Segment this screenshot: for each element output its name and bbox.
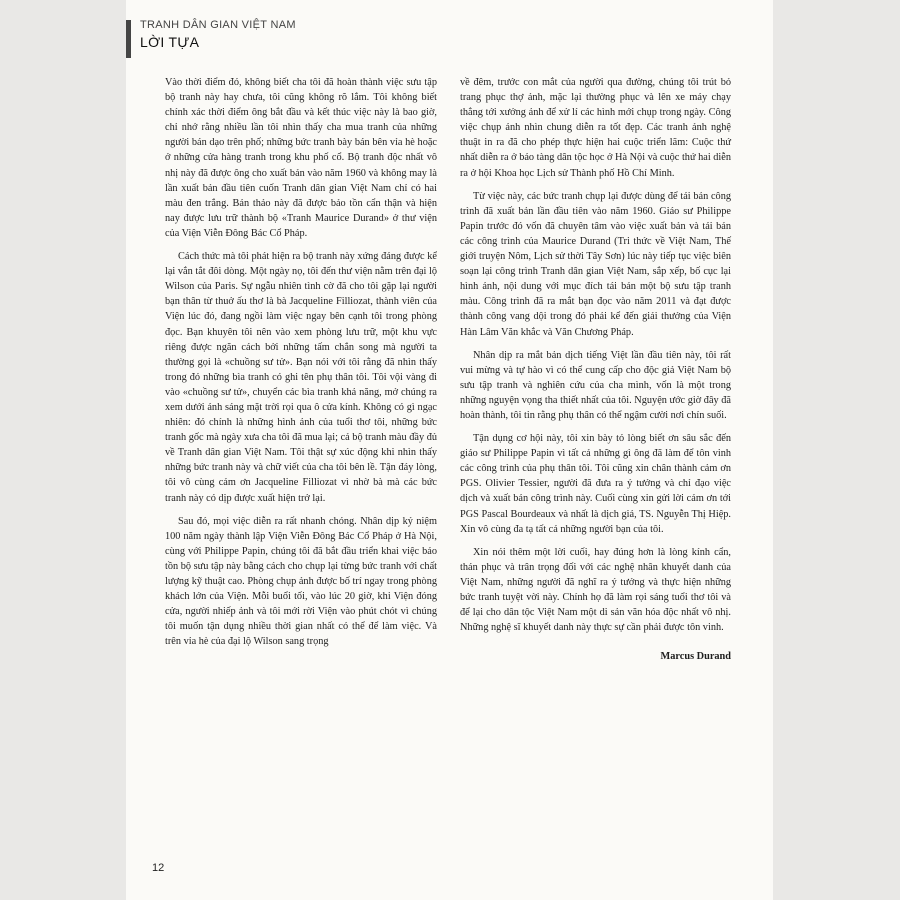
paragraph: Cách thức mà tôi phát hiện ra bộ tranh này xứng đáng được kể lại vắn tắt đôi dòng. Một ngày nọ, tôi đến thư viện nằm trên đại lộ Wilson của Paris. Sự ngẫu nhiên tình cờ đã cho tôi gặp lại người bạn thân từ thuở ấu thơ là bà Jacqueline Filliozat, thành viên của Viện lúc đó, đang ngồi làm việc ngay bên cạnh tôi trong phòng đọc. Bạn khuyên tôi nên vào xem phòng lưu trữ, một khu vực riêng được ngăn cách bởi những tấm chắn song mà người ta thường gọi là «chuồng sư tử». Bạn nói với tôi rằng đã nhìn thấy trong đó những bìa tranh có ghi tên phụ thân tôi. Tôi vội vàng đi vào «chuồng sư tử», chuyển các bìa tranh khả năng, mở chúng ra xem dưới ánh sáng mặt trời rọi qua ô cửa kính. Không có gì ngạc nhiên: đó chính là những hình ảnh của tuổi thơ tôi, những bức tranh gốc mà ngày xưa cha tôi đã mua lại; cả bộ tranh màu đầy đủ về Tranh dân gian Việt Nam. Tôi thật sự xúc động khi nhìn thấy những bức tranh này và chữ viết của cha tôi bên lề. Tận đáy lòng, tôi vô cùng cảm ơn Jacqueline Filliozat vì nhờ bà mà các bức tranh này có dịp được xuất hiện trở lại. (165, 251, 437, 504)
paragraph: Từ việc này, các bức tranh chụp lại được dùng để tái bản công trình đã xuất bản lần đầu tiên vào năm 1960. Giáo sư Philippe Papin trước đó vốn đã chuyên tâm vào việc xuất bản và tái bản các công trình của Maurice Durand (Tri thức về Việt Nam, Thế giới truyện Nôm, Lịch sử thời Tây Sơn) lúc này tiếp tục việc biên soạn lại công trình Tranh dân gian Việt Nam, sắp xếp, bố cục lại hình ảnh, nội dung với mục đích tái bản một bộ sưu tập tranh màu. Công trình đã ra mắt bạn đọc vào năm 2011 và đạt được thành công vang dội trong đó phải kể đến giải thưởng của Viện Hàn Lâm Văn khắc và Văn Chương Pháp. (460, 190, 731, 338)
paragraph: Nhân dịp ra mắt bản dịch tiếng Việt lần đầu tiên này, tôi rất vui mừng và tự hào vì có thể cung cấp cho độc giả Việt Nam bộ sưu tập tranh và nghiên cứu của cha mình, vốn là một trong những nguyện vọng tha thiết nhất của tôi. Nguyện ước giờ đây đã hoàn thành, tôi tin rằng phụ thân có thể ngậm cười nơi chín suối. (460, 349, 731, 421)
paragraph: về đêm, trước con mắt của người qua đường, chúng tôi trút bỏ trang phục thợ ảnh, mặc lại thường phục và lên xe máy chạy thẳng tới xưởng ảnh để xử lí các hình mới chụp trong ngày. Công việc chụp ảnh nhìn chung diễn ra tốt đẹp. Các tranh ảnh nghệ thuật in ra đã cho phép thực hiện hai cuộc triển lãm: Cuộc thứ nhất diễn ra ở bảo tàng dân tộc học ở Hà Nội và cuộc thứ hai diễn ra ở hội Khoa học Lịch sử Thành phố Hồ Chí Minh. (460, 77, 731, 179)
left-column (165, 75, 437, 657)
page-number: 12 (152, 862, 165, 874)
paragraph: Sau đó, mọi việc diễn ra rất nhanh chóng. Nhân dịp kỷ niệm 100 năm ngày thành lập Viện Viễn Đông Bác Cổ Pháp ở Hà Nội, cùng với Philippe Papin, chúng tôi đã bắt đầu triển khai việc bảo tồn bộ sưu tập này bằng cách cho chụp lại từng bức tranh với chất lượng kỹ thuật cao. Phòng chụp ảnh được bố trí ngay trong phòng khách lớn của Viện. Mỗi buổi tối, vào lúc 20 giờ, khi Viện đóng cửa, người nhiếp ảnh và tôi mới rời Viện vào phút chót vì chúng tôi muốn tận dụng nhiều thời gian nhất có thể để làm việc. Và trên vỉa hè của đại lộ Wilson sang trọng (165, 515, 437, 648)
paragraph: Vào thời điểm đó, không biết cha tôi đã hoàn thành việc sưu tập bộ tranh này hay chưa, tôi cũng không rõ lắm. Tôi không biết chính xác thời điểm ông bắt đầu và kết thúc việc này là bao giờ, chỉ nhớ rằng nhiều lần tôi nhìn thấy cha mua tranh của những người bán dạo trên phố; những bức tranh bày bán bên vỉa hè hoặc ở những cửa hàng tranh trong khu phố cổ. Bộ tranh độc nhất vô nhị này đã được ông cho xuất bản vào năm 1960 và không may là lần xuất bản đầu tiên cuốn Tranh dân gian Việt Nam chỉ có hai màu đen trắng. Bản thảo này đã được bảo tồn cẩn thận và hiện nay được lưu trữ thành bộ «Tranh Maurice Durand» ở thư viện của Viện Viễn Đông Bác Cổ Pháp. (165, 77, 437, 239)
book-page (126, 0, 773, 900)
section-title: LỜI TỰA (140, 34, 200, 50)
paragraph: Tận dụng cơ hội này, tôi xin bày tỏ lòng biết ơn sâu sắc đến giáo sư Philippe Papin vì tất cả những gì ông đã làm để tôn vinh các công trình của phụ thân tôi. Tôi cũng xin chân thành cảm ơn PGS. Olivier Tessier, người đã đưa ra ý tưởng và chỉ đạo việc dịch và xuất bản công trình này. Cuối cùng xin gửi lời cảm ơn tới PGS Pascal Bourdeaux và nhất là dịch giả, TS. Nguyễn Thị Hiệp. Xin vô cùng đa tạ tất cả những người bạn của tôi. (460, 433, 731, 535)
paragraph: Xin nói thêm một lời cuối, hay đúng hơn là lòng kính cẩn, thán phục và trân trọng đối với các nghệ nhân khuyết danh của Việt Nam, những người đã nghĩ ra ý tưởng và thực hiện những bức tranh tuyệt vời này. Chính họ đã làm rọi sáng tuổi thơ tôi và để lại cho dân tộc Việt Nam một di sản văn hóa độc nhất vô nhị. Những nghệ sĩ khuyết danh này thực sự cần phải được tôn vinh. (460, 546, 731, 634)
header-accent-bar (126, 20, 131, 58)
series-title: TRANH DÂN GIAN VIỆT NAM (140, 19, 296, 31)
right-column (460, 75, 731, 664)
signature: Marcus Durand (660, 651, 731, 663)
